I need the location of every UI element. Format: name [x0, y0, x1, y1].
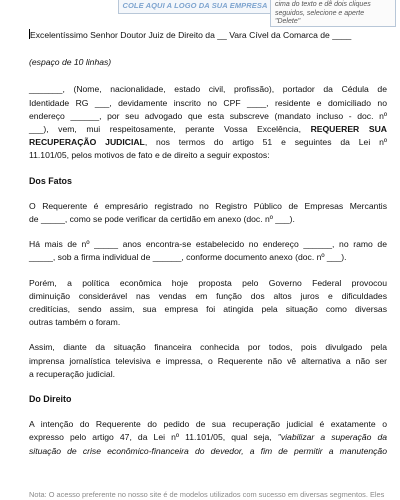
footer-note-label: Nota: — [29, 490, 47, 499]
section-title-law: Do Direito — [29, 394, 72, 405]
paragraph-line: _______, (Nome, nacionalidade, estado civil, profissão), portador da Cédula de — [29, 84, 387, 95]
request-emphasis: REQUERER SUA — [310, 124, 387, 135]
paragraph-line: A intenção do Requerente do pedido de sua recuperação judicial é exatamente o — [29, 419, 387, 430]
paragraph-line: _____, sob a firma individual de ______, conforme documento anexo (doc. nº ___). — [29, 252, 347, 263]
paragraph-line: endereço ______, por seu advogado que esta subscreve (mandato incluso - doc. nº — [29, 110, 387, 121]
paragraph-line: de _____, como se pode verificar da certidão em anexo (doc. nº ___). — [29, 214, 295, 225]
law-paragraph-1 — [29, 418, 387, 458]
tip-line: "Delete" — [275, 18, 301, 25]
paragraph-line: Porém, a política econômica hoje proposta pelo Governo Federal provocou — [29, 277, 387, 288]
footer-note-text: O acesso preferente no nosso site é de modelos utilizados com sucesso em diversas segmentos. Eles — [48, 490, 385, 499]
facts-paragraph-1 — [29, 200, 387, 226]
facts-paragraph-3 — [29, 277, 387, 330]
document-page[interactable] — [29, 29, 387, 458]
paragraph-line: ___), vem, mui respeitosamente, perante Vossa Excelência, REQUERER SUA — [29, 124, 387, 135]
paragraph-line: Assim, diante da situação financeira conhecida por todos, pois divulgado pela — [29, 342, 387, 353]
delete-logo-tip — [270, 0, 396, 27]
paragraph-line: O Requerente é empresário registrado no Registro Público de Empresas Mercantis — [29, 200, 387, 211]
paragraph-line: creditícias, sendo assim, sua empresa foi atingida pela situação como diversas — [29, 304, 387, 315]
paragraph-line: a recuperação judicial. — [29, 368, 115, 379]
paragraph-line: Identidade RG ___, devidamente inscrito no CPF ____, residente e domiciliado no — [29, 97, 387, 108]
section-title-facts: Dos Fatos — [29, 175, 72, 186]
paragraph-line: outras também o foram. — [29, 317, 121, 328]
paragraph-line: expresso pelo artigo 47, da Lei nº 11.101/05, qual seja, "viabilizar a superação da — [29, 432, 387, 443]
logo-placeholder[interactable]: COLE AQUI A LOGO DA SUA EMPRESA — [118, 0, 272, 14]
paragraph-line: imprensa jornalística televisiva e impressa, o Requerente não vê alternativa a não ser — [29, 355, 387, 366]
law-quote: "viabilizar a superação da — [277, 432, 387, 443]
tip-line: seguidos, selecione e aperte — [275, 9, 365, 17]
footer-note — [29, 490, 399, 500]
addressee-line: Excelentíssimo Senhor Doutor Juiz de Direito da __ Vara Cível da Comarca de ____ — [30, 30, 352, 40]
paragraph-line: Há mais de nº _____ anos encontra-se estabelecido no endereço ______, no ramo de — [29, 239, 387, 250]
intro-paragraph — [29, 83, 387, 162]
spacing-note: (espaço de 10 linhas) — [29, 57, 112, 68]
paragraph-line: diminuição considerável nas vendas em função dos altos juros e dificuldades — [29, 290, 387, 301]
paragraph-line: RECUPERAÇÃO JUDICIAL, nos termos do artigo 51 e seguintes da Lei nº — [29, 137, 387, 148]
tip-line: cima do texto e dê dois cliques — [275, 1, 371, 8]
paragraph-line: 11.101/05, pelos motivos de fato e de direito a seguir expostos: — [29, 150, 270, 161]
request-emphasis: RECUPERAÇÃO JUDICIAL — [29, 137, 145, 148]
facts-paragraph-2 — [29, 238, 387, 264]
law-quote-line: situação de crise econômico-financeira do devedor, a fim de permitir a manutenção — [29, 445, 387, 456]
facts-paragraph-4 — [29, 341, 387, 381]
